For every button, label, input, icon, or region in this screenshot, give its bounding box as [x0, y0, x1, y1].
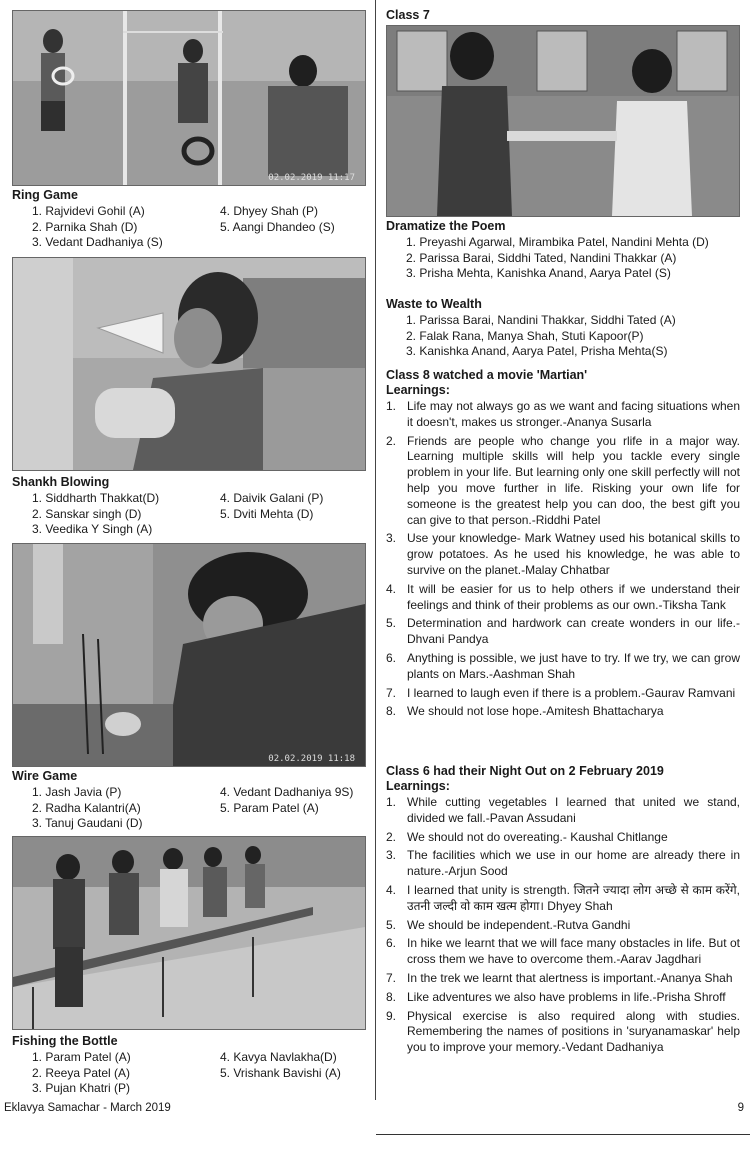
- list-item: 4. Vedant Dadhaniya 9S): [220, 785, 354, 799]
- list-item: 6. Anything is possible, we just have to try. If we try, we can grow plants on Mars.-Aashman Shah: [386, 650, 740, 681]
- list-item: 1. Rajvidevi Gohil (A): [32, 204, 145, 218]
- page-number: 9: [737, 1102, 744, 1114]
- list-item: 3. The facilities which we use in our home are already there in nature.-Arjun Sood: [386, 848, 740, 879]
- list-item: 2. Friends are people who change you rlife in a major way. Learning multiple skills will help you tackle every single problem in your life. But learning only one skill perfectly will not help you move further in life. Risking your own life for someone is the greatest help you can doo, the best gift you can give to that person.-Riddhi Patel: [386, 433, 740, 527]
- list-item: 7. I learned to laugh even if there is a problem.-Gaurav Ramvani: [386, 685, 736, 700]
- footer-rule: [376, 1134, 750, 1135]
- waste-winners: [406, 313, 676, 360]
- list-item: 1. Preyashi Agarwal, Mirambika Patel, Nandini Mehta (D): [406, 235, 709, 249]
- list-item: 3. Veedika Y Singh (A): [32, 522, 153, 536]
- class8-learnings: [386, 399, 740, 723]
- list-item: [220, 522, 380, 538]
- list-item: 6. In hike we learnt that we will face many obstacles in life. But ot cross them we have to overcome them.-Aarav Jagdhari: [386, 936, 740, 967]
- ring-game-heading: Ring Game: [12, 188, 78, 202]
- list-item: [220, 1081, 380, 1097]
- shankh-blowing-photo: [12, 257, 366, 471]
- fishing-bottle-winners: [32, 1050, 380, 1097]
- column-divider: [375, 0, 376, 1100]
- class8-heading: Class 8 watched a movie 'Martian': [386, 368, 588, 382]
- list-item: 2. Sanskar singh (D): [32, 506, 142, 521]
- list-item: 3. Prisha Mehta, Kanishka Anand, Aarya Patel (S): [406, 266, 671, 280]
- class6-learnings-label: Learnings:: [386, 779, 450, 793]
- list-item: 3. Vedant Dadhaniya (S): [32, 235, 163, 249]
- ring-game-winners: [32, 204, 380, 251]
- list-item: 1. Siddharth Thakkat(D): [32, 491, 160, 505]
- wire-game-heading: Wire Game: [12, 769, 78, 783]
- photo-date-stamp: 02.02.2019 11:18: [268, 754, 355, 764]
- class6-heading: Class 6 had their Night Out on 2 February 2019: [386, 764, 664, 778]
- shankh-blowing-winners: [32, 491, 380, 538]
- class7-heading: Class 7: [386, 8, 430, 22]
- list-item: 3. Use your knowledge- Mark Watney used his botanical skills to grow potatoes. As he used his knowledge, he was able to survive on the planet.-Malay Chhatbar: [386, 531, 740, 577]
- list-item: 9. Physical exercise is also required along with studies. Remembering the names of positions in 'suryanamaskar' help you to improve your memory.-Vedant Dadhaniya: [386, 1008, 740, 1055]
- list-item: 1. Param Patel (A): [32, 1050, 131, 1064]
- list-item: 8. Like adventures we also have problems in life.-Prisha Shroff: [386, 989, 726, 1004]
- waste-heading: Waste to Wealth: [386, 297, 482, 311]
- dramatize-photo: [386, 25, 740, 217]
- list-item: 1. Parissa Barai, Nandini Thakkar, Siddhi Tated (A): [406, 313, 676, 327]
- list-item: 1. Jash Javia (P): [32, 785, 122, 799]
- list-item: 1. While cutting vegetables I learned that united we stand, divided we fall.-Pavan Assudani: [386, 795, 740, 825]
- list-item: 5. Param Patel (A): [220, 800, 319, 815]
- list-item: 3. Tanuj Gaudani (D): [32, 816, 143, 830]
- list-item: 4. Kavya Navlakha(D): [220, 1050, 337, 1064]
- list-item: 7. In the trek we learnt that alertness is important.-Ananya Shah: [386, 970, 733, 985]
- list-item: 8. We should not lose hope.-Amitesh Bhattacharya: [386, 704, 664, 719]
- list-item: 4. I learned that unity is strength. जितने ज्यादा लोग अच्छे से काम करेंगे, उतनी जल्दी वो काम खत्म होगा। Dhyey Shah: [386, 882, 740, 913]
- fishing-bottle-heading: Fishing the Bottle: [12, 1034, 118, 1048]
- list-item: 2. Parissa Barai, Siddhi Tated, Nandini Thakkar (A): [406, 250, 677, 265]
- list-item: 5. Vrishank Bavishi (A): [220, 1065, 341, 1080]
- list-item: 2. We should not do overeating.- Kaushal Chitlange: [386, 829, 668, 844]
- list-item: [220, 235, 380, 251]
- list-item: 2. Falak Rana, Manya Shah, Stuti Kapoor(P): [406, 328, 644, 343]
- list-item: 4. It will be easier for us to help others if we understand their feelings and think of their problems as our own.-Tiksha Tank: [386, 581, 740, 612]
- class8-learnings-label: Learnings:: [386, 383, 450, 397]
- list-item: 5. We should be independent.-Rutva Gandhi: [386, 917, 631, 932]
- list-item: 5. Determination and hardwork can create wonders in our life.-Dhvani Pandya: [386, 616, 740, 647]
- list-item: 5. Aangi Dhandeo (S): [220, 219, 335, 234]
- list-item: 1. Life may not always go as we want and facing situations when it doesn't, makes us stronger.-Ananya Susarla: [386, 399, 740, 429]
- dramatize-heading: Dramatize the Poem: [386, 219, 506, 233]
- list-item: 2. Reeya Patel (A): [32, 1065, 131, 1080]
- publication-footer: Eklavya Samachar - March 2019: [4, 1102, 171, 1114]
- list-item: 4. Dhyey Shah (P): [220, 204, 319, 218]
- wire-game-winners: [32, 785, 380, 832]
- dramatize-winners: [406, 235, 709, 282]
- list-item: 3. Kanishka Anand, Aarya Patel, Prisha Mehta(S): [406, 344, 668, 358]
- list-item: 2. Radha Kalantri(A): [32, 800, 141, 815]
- list-item: 4. Daivik Galani (P): [220, 491, 324, 505]
- photo-date-stamp: 02.02.2019 11:17: [268, 173, 355, 183]
- fishing-bottle-photo: [12, 836, 366, 1030]
- shankh-blowing-heading: Shankh Blowing: [12, 475, 110, 489]
- list-item: 3. Pujan Khatri (P): [32, 1081, 131, 1095]
- list-item: 5. Dviti Mehta (D): [220, 506, 314, 521]
- wire-game-photo: [12, 543, 366, 767]
- class6-learnings: [386, 795, 740, 1059]
- list-item: [220, 816, 380, 832]
- ring-game-photo: [12, 10, 366, 186]
- list-item: 2. Parnika Shah (D): [32, 219, 138, 234]
